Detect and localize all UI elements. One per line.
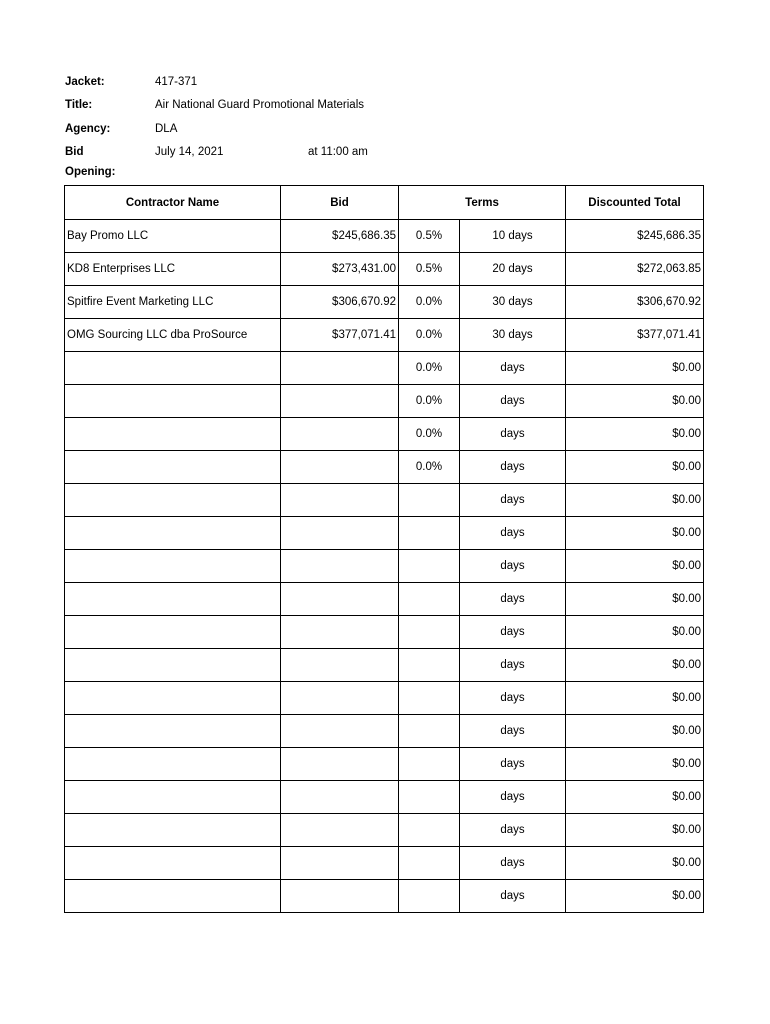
bid-amount-cell xyxy=(281,418,399,451)
discounted-total-cell: $0.00 xyxy=(566,682,704,715)
bid-opening-label: Bid Opening: xyxy=(65,145,116,178)
title-value: Air National Guard Promotional Materials xyxy=(155,99,365,112)
discount-percent-cell xyxy=(399,583,460,616)
terms-days-cell: days xyxy=(460,484,566,517)
discount-percent-cell: 0.0% xyxy=(399,319,460,352)
discounted-total-cell: $0.00 xyxy=(566,748,704,781)
discounted-total-cell: $0.00 xyxy=(566,484,704,517)
contractor-name-header: Contractor Name xyxy=(65,186,281,220)
table-row xyxy=(65,319,704,352)
bid-amount-cell xyxy=(281,682,399,715)
discount-percent-cell xyxy=(399,517,460,550)
terms-days-cell: days xyxy=(460,418,566,451)
discounted-total-cell: $272,063.85 xyxy=(566,253,704,286)
terms-days-cell: days xyxy=(460,781,566,814)
table-row xyxy=(65,220,704,253)
discount-percent-cell: 0.0% xyxy=(399,451,460,484)
discounted-total-cell: $377,071.41 xyxy=(566,319,704,352)
bid-amount-cell xyxy=(281,352,399,385)
bid-amount-cell xyxy=(281,484,399,517)
discounted-total-cell: $245,686.35 xyxy=(566,220,704,253)
contractor-name-cell xyxy=(65,451,281,484)
table-row xyxy=(65,550,704,583)
discount-percent-cell xyxy=(399,847,460,880)
bid-amount-cell xyxy=(281,550,399,583)
terms-header: Terms xyxy=(399,186,566,220)
table-row xyxy=(65,781,704,814)
discounted-total-cell: $0.00 xyxy=(566,715,704,748)
discounted-total-cell: $0.00 xyxy=(566,352,704,385)
table-row xyxy=(65,649,704,682)
terms-days-cell: days xyxy=(460,649,566,682)
terms-days-cell: 30 days xyxy=(460,286,566,319)
table-row xyxy=(65,616,704,649)
table-row xyxy=(65,682,704,715)
contractor-name-cell: Bay Promo LLC xyxy=(65,220,281,253)
terms-days-cell: 20 days xyxy=(460,253,566,286)
discounted-total-cell: $0.00 xyxy=(566,880,704,913)
table-row xyxy=(65,880,704,913)
table-row xyxy=(65,715,704,748)
discounted-total-cell: $0.00 xyxy=(566,418,704,451)
bid-amount-cell xyxy=(281,715,399,748)
terms-days-cell: days xyxy=(460,451,566,484)
bid-amount-cell xyxy=(281,748,399,781)
terms-days-cell: days xyxy=(460,715,566,748)
contractor-name-cell xyxy=(65,616,281,649)
title-label: Title: xyxy=(65,99,93,112)
discount-percent-cell: 0.5% xyxy=(399,220,460,253)
terms-days-cell: days xyxy=(460,847,566,880)
discounted-total-cell: $0.00 xyxy=(566,385,704,418)
discounted-total-header: Discounted Total xyxy=(566,186,704,220)
bid-amount-cell xyxy=(281,847,399,880)
bid-table xyxy=(64,185,704,913)
discount-percent-cell xyxy=(399,550,460,583)
discounted-total-cell: $306,670.92 xyxy=(566,286,704,319)
discount-percent-cell xyxy=(399,616,460,649)
discount-percent-cell xyxy=(399,781,460,814)
bid-amount-cell xyxy=(281,616,399,649)
agency-value: DLA xyxy=(155,122,178,135)
table-header-row xyxy=(65,186,704,220)
agency-label: Agency: xyxy=(65,122,111,135)
table-row xyxy=(65,748,704,781)
terms-days-cell: days xyxy=(460,616,566,649)
bid-opening-time: at 11:00 am xyxy=(308,145,368,158)
table-row xyxy=(65,484,704,517)
discount-percent-cell xyxy=(399,814,460,847)
bid-amount-cell xyxy=(281,649,399,682)
table-row xyxy=(65,286,704,319)
contractor-name-cell xyxy=(65,649,281,682)
contractor-name-cell xyxy=(65,781,281,814)
contractor-name-cell xyxy=(65,418,281,451)
contractor-name-cell xyxy=(65,847,281,880)
bid-amount-cell: $377,071.41 xyxy=(281,319,399,352)
table-row xyxy=(65,385,704,418)
bid-amount-cell xyxy=(281,781,399,814)
discount-percent-cell: 0.5% xyxy=(399,253,460,286)
table-row xyxy=(65,847,704,880)
discounted-total-cell: $0.00 xyxy=(566,583,704,616)
bid-amount-cell: $273,431.00 xyxy=(281,253,399,286)
discount-percent-cell: 0.0% xyxy=(399,418,460,451)
terms-days-cell: days xyxy=(460,814,566,847)
discounted-total-cell: $0.00 xyxy=(566,649,704,682)
contractor-name-cell xyxy=(65,880,281,913)
terms-days-cell: days xyxy=(460,550,566,583)
discounted-total-cell: $0.00 xyxy=(566,550,704,583)
table-row xyxy=(65,253,704,286)
discount-percent-cell: 0.0% xyxy=(399,385,460,418)
contractor-name-cell xyxy=(65,352,281,385)
discounted-total-cell: $0.00 xyxy=(566,814,704,847)
bid-amount-cell xyxy=(281,517,399,550)
discounted-total-cell: $0.00 xyxy=(566,781,704,814)
bid-amount-cell: $306,670.92 xyxy=(281,286,399,319)
contractor-name-cell xyxy=(65,814,281,847)
table-row xyxy=(65,418,704,451)
contractor-name-cell xyxy=(65,484,281,517)
table-row xyxy=(65,451,704,484)
discount-percent-cell xyxy=(399,880,460,913)
terms-days-cell: days xyxy=(460,583,566,616)
table-row xyxy=(65,583,704,616)
contractor-name-cell: OMG Sourcing LLC dba ProSource xyxy=(65,319,281,352)
terms-days-cell: days xyxy=(460,880,566,913)
contractor-name-cell: KD8 Enterprises LLC xyxy=(65,253,281,286)
table-row xyxy=(65,517,704,550)
contractor-name-cell xyxy=(65,517,281,550)
contractor-name-cell: Spitfire Event Marketing LLC xyxy=(65,286,281,319)
contractor-name-cell xyxy=(65,550,281,583)
contractor-name-cell xyxy=(65,682,281,715)
contractor-name-cell xyxy=(65,583,281,616)
bid-amount-cell xyxy=(281,385,399,418)
terms-days-cell: days xyxy=(460,352,566,385)
bid-amount-cell xyxy=(281,451,399,484)
table-row xyxy=(65,814,704,847)
terms-days-cell: days xyxy=(460,385,566,418)
terms-days-cell: 30 days xyxy=(460,319,566,352)
discounted-total-cell: $0.00 xyxy=(566,451,704,484)
terms-days-cell: days xyxy=(460,517,566,550)
discounted-total-cell: $0.00 xyxy=(566,847,704,880)
discount-percent-cell: 0.0% xyxy=(399,286,460,319)
bid-opening-date: July 14, 2021 xyxy=(155,145,224,158)
jacket-label: Jacket: xyxy=(65,76,105,88)
terms-days-cell: days xyxy=(460,748,566,781)
jacket-value: 417-371 xyxy=(155,76,198,88)
bid-amount-cell xyxy=(281,583,399,616)
discounted-total-cell: $0.00 xyxy=(566,616,704,649)
contractor-name-cell xyxy=(65,748,281,781)
terms-days-cell: days xyxy=(460,682,566,715)
bid-amount-cell: $245,686.35 xyxy=(281,220,399,253)
bid-amount-cell xyxy=(281,880,399,913)
terms-days-cell: 10 days xyxy=(460,220,566,253)
discount-percent-cell xyxy=(399,682,460,715)
discount-percent-cell xyxy=(399,484,460,517)
discount-percent-cell xyxy=(399,715,460,748)
discounted-total-cell: $0.00 xyxy=(566,517,704,550)
discount-percent-cell: 0.0% xyxy=(399,352,460,385)
bid-amount-cell xyxy=(281,814,399,847)
contractor-name-cell xyxy=(65,385,281,418)
discount-percent-cell xyxy=(399,649,460,682)
discount-percent-cell xyxy=(399,748,460,781)
contractor-name-cell xyxy=(65,715,281,748)
bid-header: Bid xyxy=(281,186,399,220)
table-row xyxy=(65,352,704,385)
bid-table-body xyxy=(65,220,704,913)
